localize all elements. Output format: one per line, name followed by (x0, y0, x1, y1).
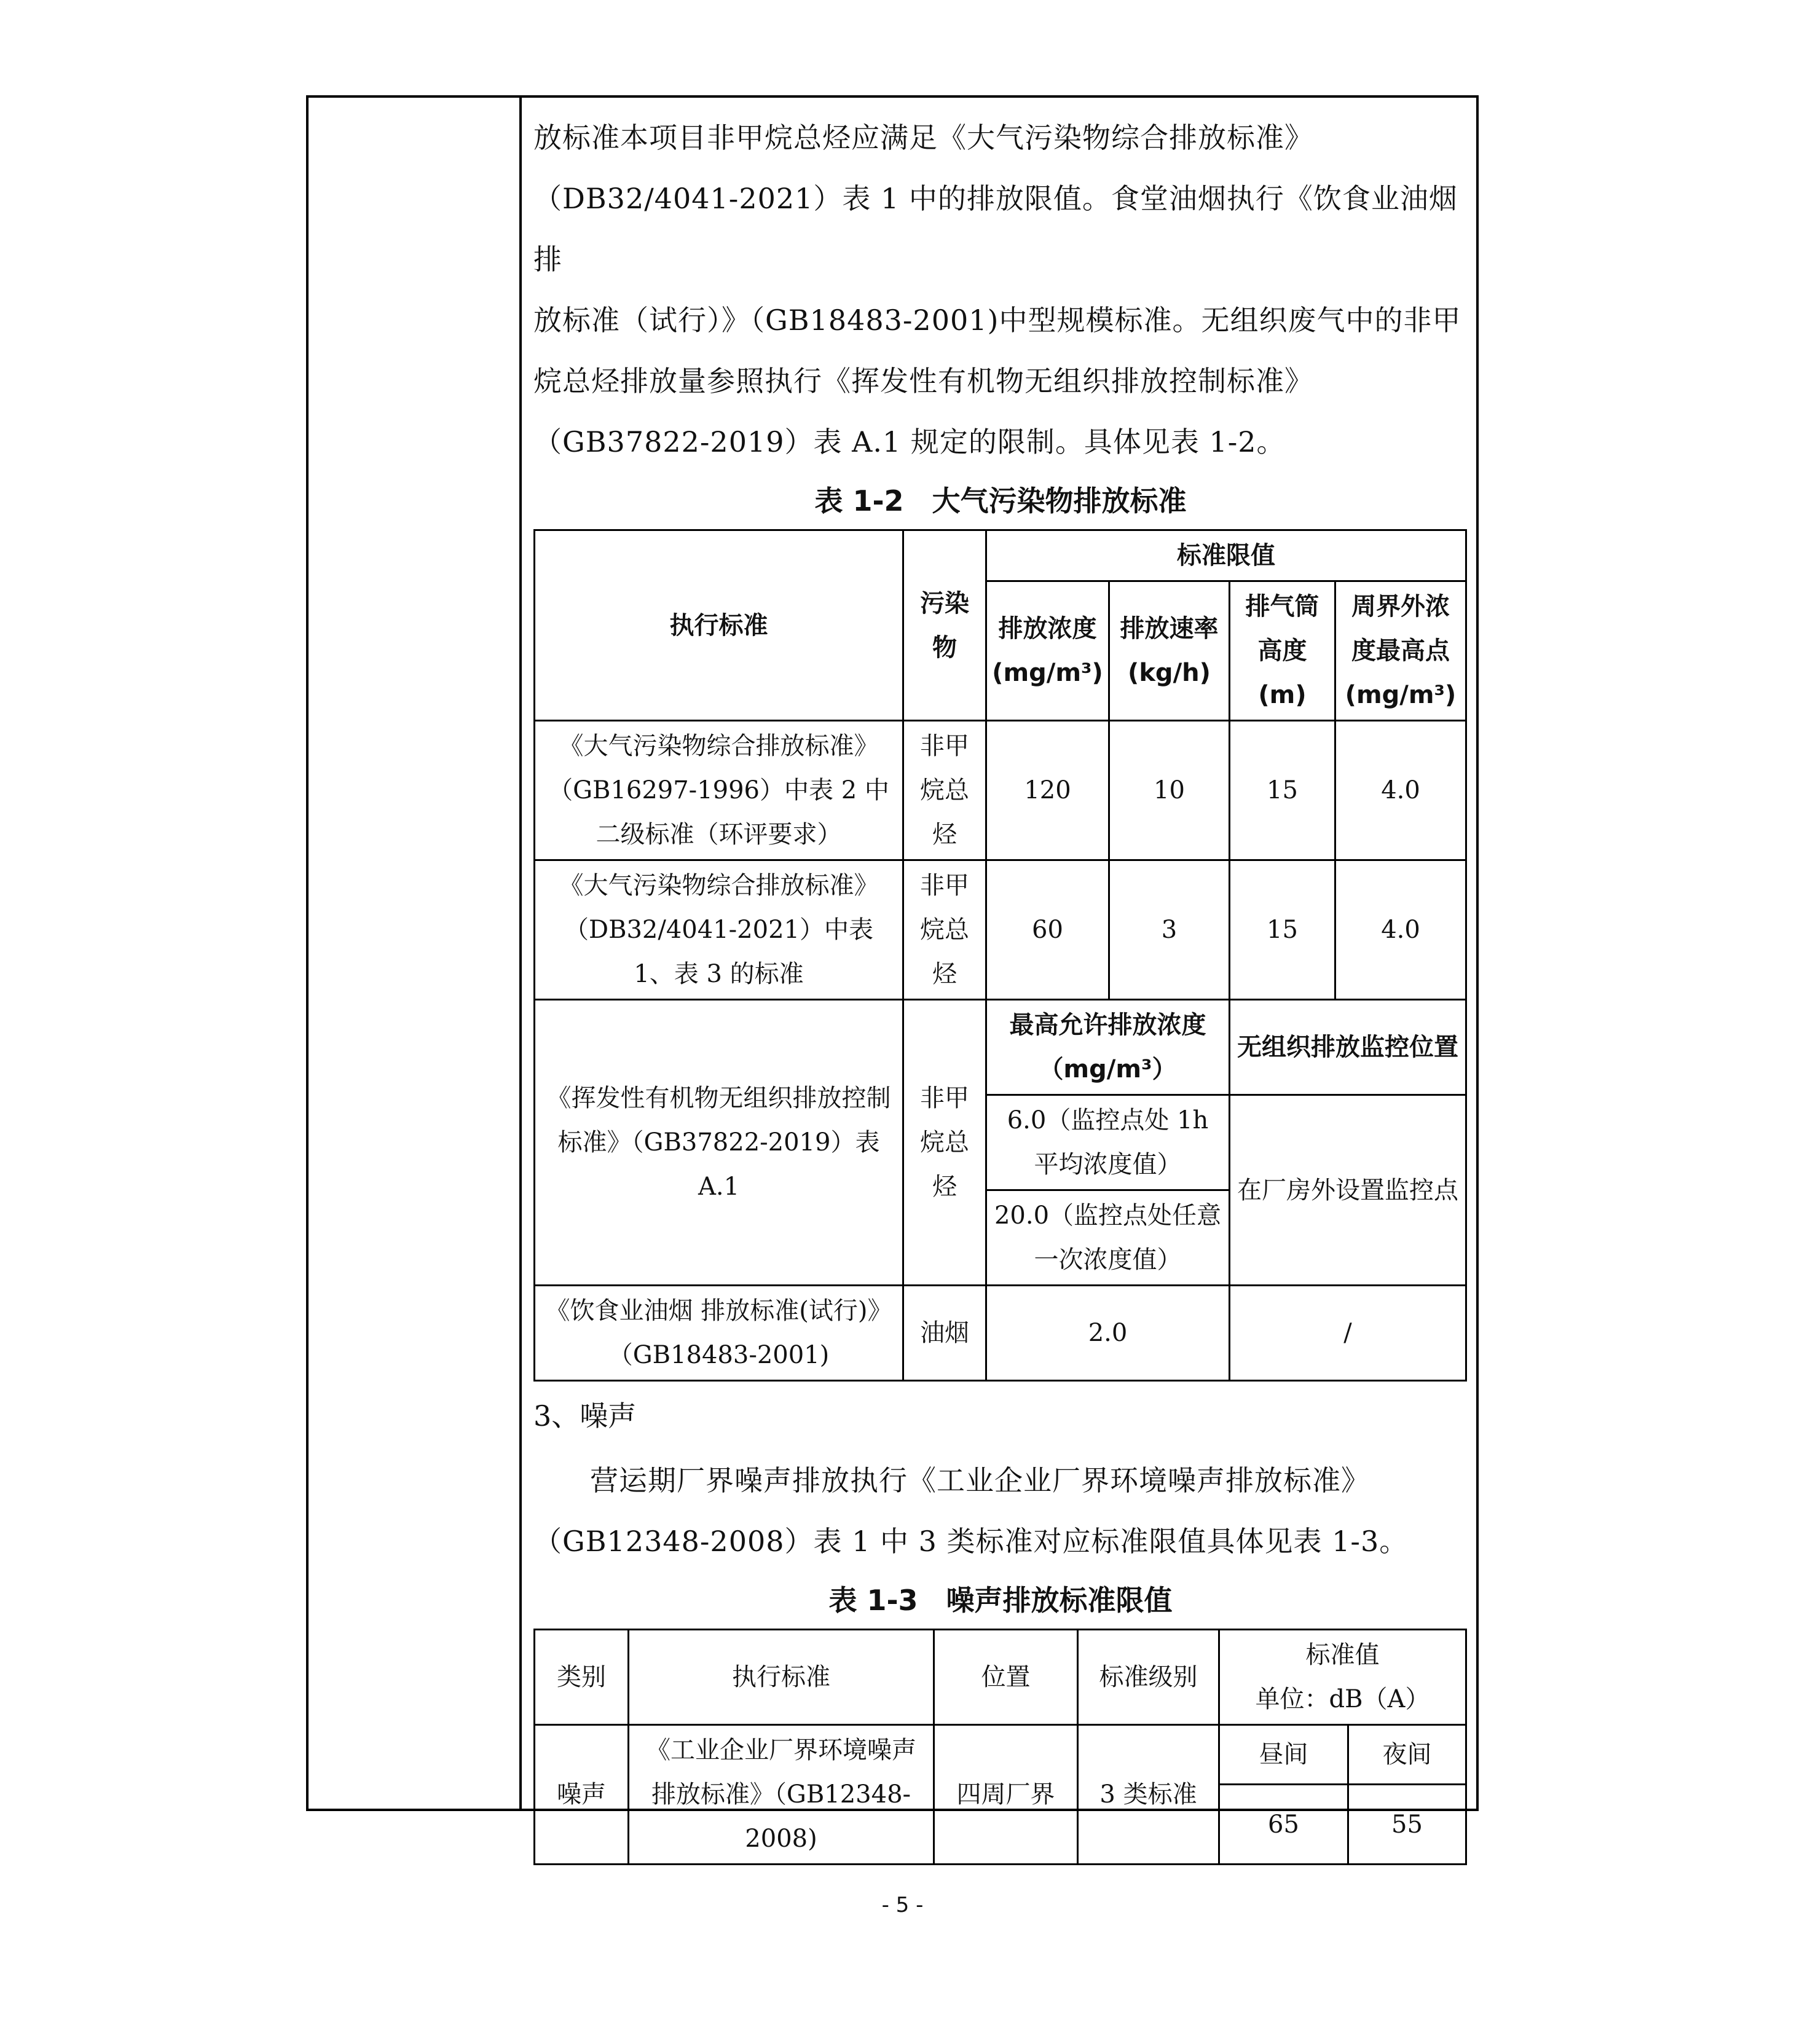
row1-pollutant: 非甲烷总烃 (903, 721, 986, 860)
row2-pollutant: 非甲烷总烃 (903, 860, 986, 1000)
hdr-rate: 排放速率 (kg/h) (1109, 581, 1230, 721)
hdr-pollutant: 污染物 (903, 530, 986, 721)
intro-line-5: （GB37822-2019）表 A.1 规定的限制。具体见表 1-2。 (533, 425, 1286, 458)
fugitive-location: 在厂房外设置监控点 (1230, 1095, 1466, 1286)
fugitive-pollutant: 非甲烷总烃 (903, 1000, 986, 1286)
hdr-level: 标准级别 (1078, 1630, 1219, 1725)
noise-standard-table (533, 1629, 1467, 1865)
noise-standard: 《工业企业厂界环境噪声排放标准》（GB12348-2008) (629, 1725, 934, 1865)
fugitive-value-2: 20.0（监控点处任意一次浓度值） (986, 1190, 1230, 1286)
page-number: - 5 - (881, 1893, 924, 1917)
hdr-stack-unit: (m) (1258, 681, 1307, 709)
section-3-heading: 3、噪声 (533, 1399, 637, 1433)
hdr-boundary: 周界外浓度最高点 (mg/m³) (1335, 581, 1466, 721)
table-row (535, 721, 1466, 860)
night-value: 55 (1348, 1785, 1466, 1865)
fugitive-max-label: 最高允许排放浓度（mg/m³） (986, 1000, 1230, 1095)
hdr-conc: 排放浓度 (mg/m³) (986, 581, 1109, 721)
row2-stack: 15 (1230, 860, 1335, 1000)
content-area (533, 108, 1468, 1865)
row1-standard: 《大气污染物综合排放标准》（GB16297-1996）中表 2 中二级标准（环评要求） (535, 721, 903, 860)
table-1-2-caption: 表 1-2 大气污染物排放标准 (814, 484, 1187, 517)
air-pollutant-table (533, 529, 1467, 1382)
hdr-standard: 执行标准 (535, 530, 903, 721)
fugitive-value-1: 6.0（监控点处 1h 平均浓度值） (986, 1095, 1230, 1190)
hdr-stack: 排气筒高度 (m) (1230, 581, 1335, 721)
row2-conc: 60 (986, 860, 1109, 1000)
row1-conc: 120 (986, 721, 1109, 860)
hdr-rate-unit: (kg/h) (1128, 659, 1211, 687)
hdr-value-unit: 单位：dB（A） (1255, 1685, 1430, 1713)
noise-line-1: 营运期厂界噪声排放执行《工业企业厂界环境噪声排放标准》 (590, 1464, 1370, 1497)
hdr-conc-unit: (mg/m³) (992, 659, 1103, 687)
row2-boundary: 4.0 (1335, 860, 1466, 1000)
intro-line-1: 放标准本项目非甲烷总烃应满足《大气污染物综合排放标准》 (533, 121, 1313, 154)
day-value: 65 (1219, 1785, 1348, 1865)
hdr-position: 位置 (934, 1630, 1078, 1725)
table-row (535, 1725, 1466, 1785)
night-label: 夜间 (1348, 1725, 1466, 1785)
row1-stack: 15 (1230, 721, 1335, 860)
row2-standard: 《大气污染物综合排放标准》（DB32/4041-2021）中表 1、表 3 的标准 (535, 860, 903, 1000)
noise-level: 3 类标准 (1078, 1725, 1219, 1865)
fugitive-monitor-label: 无组织排放监控位置 (1230, 1000, 1466, 1095)
day-label: 昼间 (1219, 1725, 1348, 1785)
hdr-value: 标准值 单位：dB（A） (1219, 1630, 1466, 1725)
hdr-limits: 标准限值 (986, 530, 1466, 581)
hdr-category: 类别 (535, 1630, 629, 1725)
noise-position: 四周厂界 (934, 1725, 1078, 1865)
table-row (535, 860, 1466, 1000)
row1-rate: 10 (1109, 721, 1230, 860)
row2-rate: 3 (1109, 860, 1230, 1000)
fume-pollutant: 油烟 (903, 1286, 986, 1381)
noise-category: 噪声 (535, 1725, 629, 1865)
intro-line-4: 烷总烃排放量参照执行《挥发性有机物无组织排放控制标准》 (533, 364, 1313, 398)
hdr-boundary-unit: (mg/m³) (1345, 681, 1457, 709)
noise-line-2: （GB12348-2008）表 1 中 3 类标准对应标准限值具体见表 1-3。 (533, 1525, 1409, 1558)
column-divider (519, 98, 522, 1809)
row1-boundary: 4.0 (1335, 721, 1466, 860)
fume-location: / (1230, 1286, 1466, 1381)
fume-standard: 《饮食业油烟 排放标准(试行)》（GB18483-2001) (535, 1286, 903, 1381)
intro-line-2: （DB32/4041-2021）表 1 中的排放限值。食堂油烟执行《饮食业油烟排 (533, 182, 1458, 276)
fume-value: 2.0 (986, 1286, 1230, 1381)
fugitive-standard: 《挥发性有机物无组织排放控制标准》（GB37822-2019）表 A.1 (535, 1000, 903, 1286)
table-1-3-caption: 表 1-3 噪声排放标准限值 (828, 1584, 1173, 1617)
hdr-noise-standard: 执行标准 (629, 1630, 934, 1725)
intro-line-3: 放标准（试行）》（GB18483-2001)中型规模标准。无组织废气中的非甲 (533, 304, 1461, 337)
